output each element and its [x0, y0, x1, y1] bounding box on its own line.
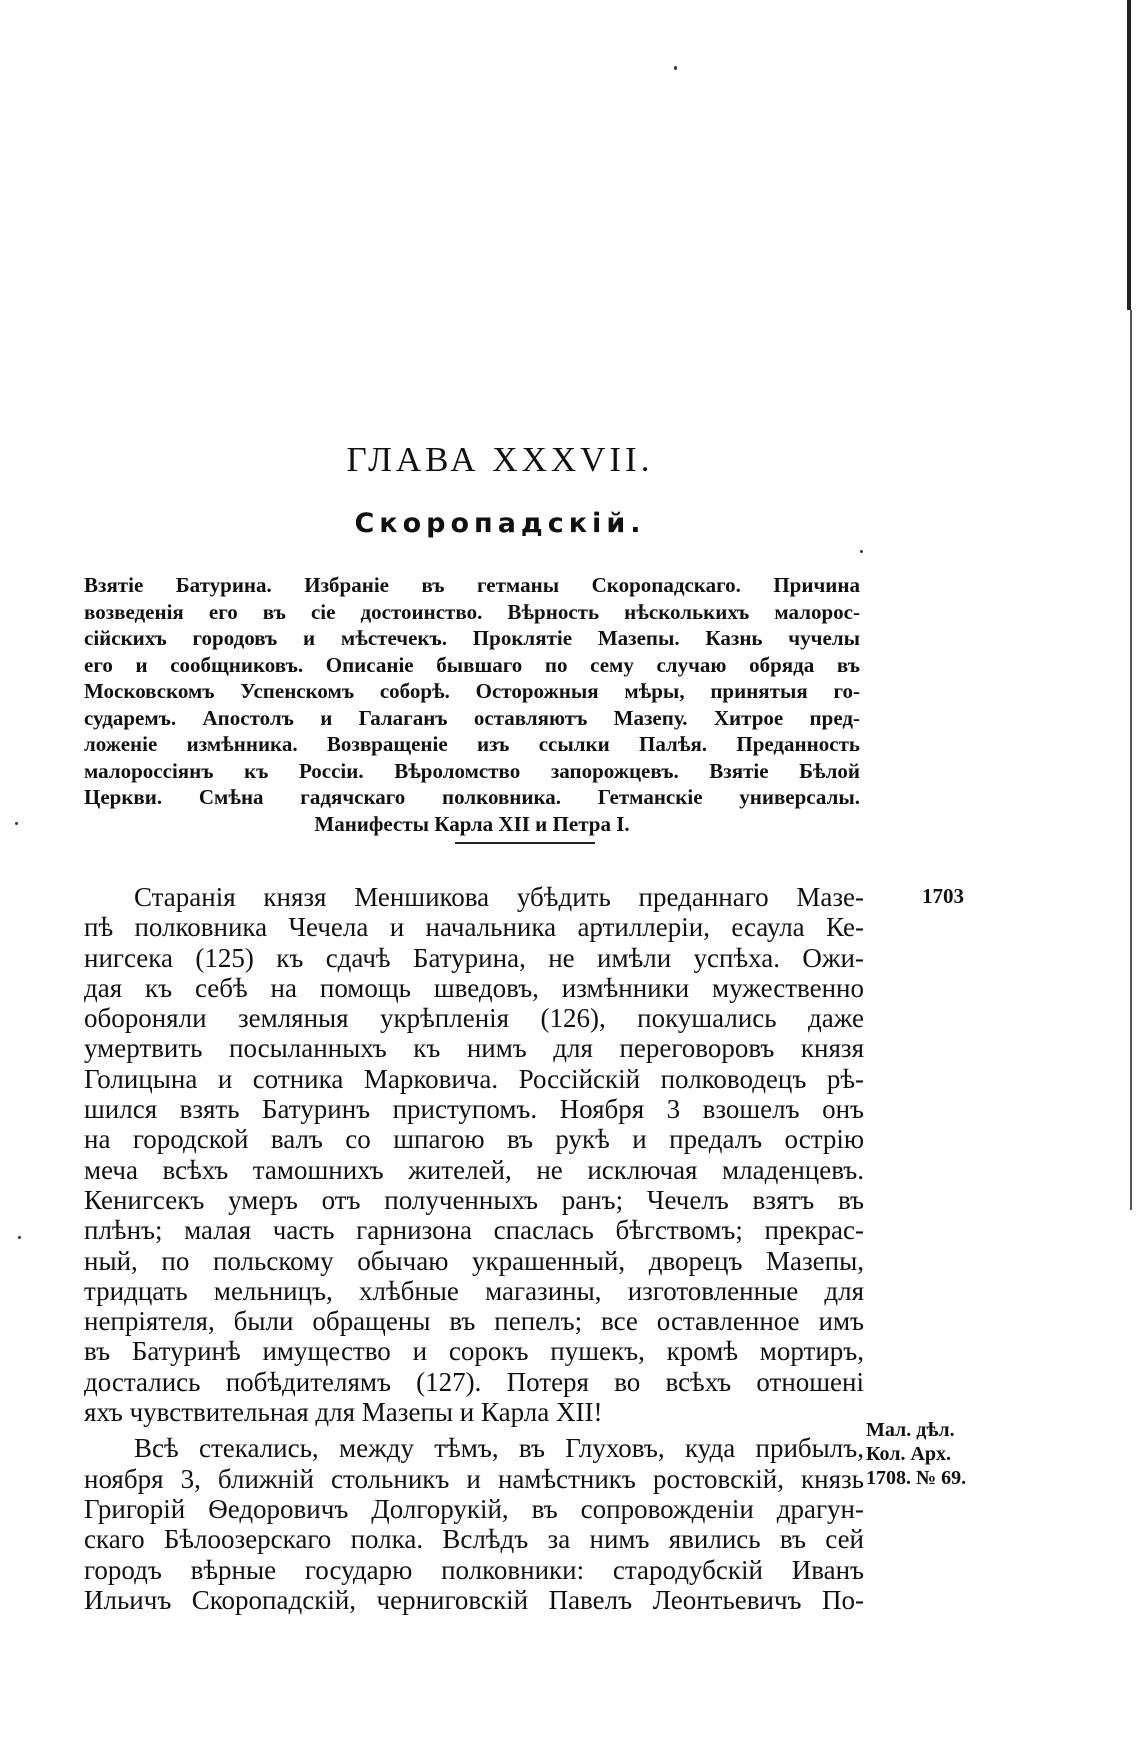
text-line: ноября 3, ближній стольникъ и намѣстникъ ростовскій, князь	[84, 1463, 864, 1494]
summary-line: возведенія его въ сіе достоинство. Вѣрность нѣсколькихъ малорос-	[84, 599, 860, 624]
text-line: въ Батуринѣ имущество и сорокъ пушекъ, кромѣ мортиръ,	[84, 1336, 864, 1367]
margin-archive-note	[866, 1418, 966, 1490]
section-divider	[455, 842, 595, 844]
paragraph-2	[84, 1433, 864, 1615]
text-line: меча всѣхъ тамошнихъ жителей, не исключая младенцевъ.	[84, 1154, 864, 1185]
margin-note-line: Мал. дѣл.	[866, 1419, 955, 1441]
text-line: пѣ полковника Чечела и начальника артиллеріи, есаула Ке-	[84, 912, 864, 943]
text-line: обороняли земляныя укрѣпленія (126), покушались даже	[84, 1003, 864, 1034]
text-line: нигсека (125) къ сдачѣ Батурина, не имѣли успѣха. Ожи-	[84, 942, 864, 973]
text-line: дая къ себѣ на помощь шведовъ, измѣнники мужественно	[84, 972, 864, 1003]
summary-line: Церкви. Смѣна гадячскаго полковника. Гетманскіе универсалы.	[84, 785, 860, 809]
text-line: на городской валъ со шпагою въ рукѣ и предалъ острію	[84, 1124, 864, 1155]
text-line: достались побѣдителямъ (127). Потеря во всѣхъ отношені	[84, 1366, 864, 1397]
summary-line: сударемъ. Апостолъ и Галаганъ оставляютъ Мазепу. Хитрое пред-	[84, 705, 860, 730]
text-line: Всѣ стекались, между тѣмъ, въ Глуховъ, куда прибылъ,	[134, 1433, 864, 1464]
summary-line: сійскихъ городовъ и мѣстечекъ. Проклятіе Мазепы. Казнь чучелы	[84, 626, 860, 650]
text-line: яхъ чувствительная для Мазепы и Карла XII!	[84, 1397, 603, 1428]
text-line: непріятеля, были обращены въ пепелъ; все оставленное имъ	[84, 1306, 864, 1337]
margin-year: 1703	[922, 884, 964, 908]
scan-speck	[18, 1236, 21, 1239]
text-line: Кенигсекъ умеръ отъ полученныхъ ранъ; Чечелъ взятъ въ	[84, 1184, 864, 1215]
summary-line: его и сообщниковъ. Описаніе бывшаго по сему случаю обряда въ	[84, 652, 860, 677]
scan-edge-shadow	[1127, 0, 1131, 310]
scan-speck	[860, 550, 863, 553]
summary-line: ложеніе измѣнника. Возвращеніе изъ ссылки Палѣя. Преданность	[84, 732, 860, 756]
scan-speck	[674, 66, 677, 70]
text-line: Ильичъ Скоропадскій, черниговскій Павелъ Леонтьевичъ По-	[84, 1584, 864, 1615]
margin-note-line: 1708. № 69.	[866, 1467, 967, 1489]
text-line: скаго Бѣлоозерскаго полка. Вслѣдъ за нимъ явились въ сей	[84, 1524, 864, 1555]
summary-line: Взятіе Батурина. Избраніе въ гетманы Скоропадскаго. Причина	[84, 573, 860, 597]
scan-speck	[15, 822, 18, 825]
body-text	[84, 882, 864, 1615]
text-line: городъ вѣрные государю полковники: стародубскій Иванъ	[84, 1554, 864, 1585]
summary-line: Манифесты Карла XII и Петра I.	[314, 811, 630, 836]
chapter-title: ГЛАВА XXXVII.	[346, 440, 654, 479]
summary-line: Московскомъ Успенскомъ соборѣ. Осторожныя мѣры, принятыя го-	[84, 679, 860, 703]
margin-note-line: Кол. Арх.	[866, 1443, 952, 1465]
text-line: Голицына и сотника Марковича. Россійскій полководецъ рѣ-	[84, 1063, 864, 1094]
scan-edge-shadow-lower	[1130, 310, 1132, 1210]
text-line: шился взять Батуринъ приступомъ. Ноября 3 взошелъ онъ	[84, 1094, 864, 1125]
text-line: умертвить посыланныхъ къ нимъ для переговоровъ князя	[84, 1033, 864, 1064]
text-line: плѣнъ; малая часть гарнизона спаслась бѣгствомъ; прекрас-	[84, 1215, 864, 1246]
chapter-summary	[84, 572, 860, 837]
chapter-subtitle: Скоропадскій.	[354, 508, 646, 539]
paragraph-1	[84, 882, 864, 1427]
text-line: Григорій Ѳедоровичъ Долгорукій, въ сопровожденіи драгун-	[84, 1493, 864, 1524]
text-line: тридцать мельницъ, хлѣбные магазины, изготовленные для	[84, 1275, 864, 1306]
summary-line: малороссіянъ къ Россіи. Вѣроломство запорожцевъ. Взятіе Бѣлой	[84, 758, 860, 783]
text-line: ный, по польскому обычаю украшенный, дворецъ Мазепы,	[84, 1245, 864, 1276]
text-line: Старанія князя Меншикова убѣдить преданнаго Мазе-	[134, 882, 864, 912]
